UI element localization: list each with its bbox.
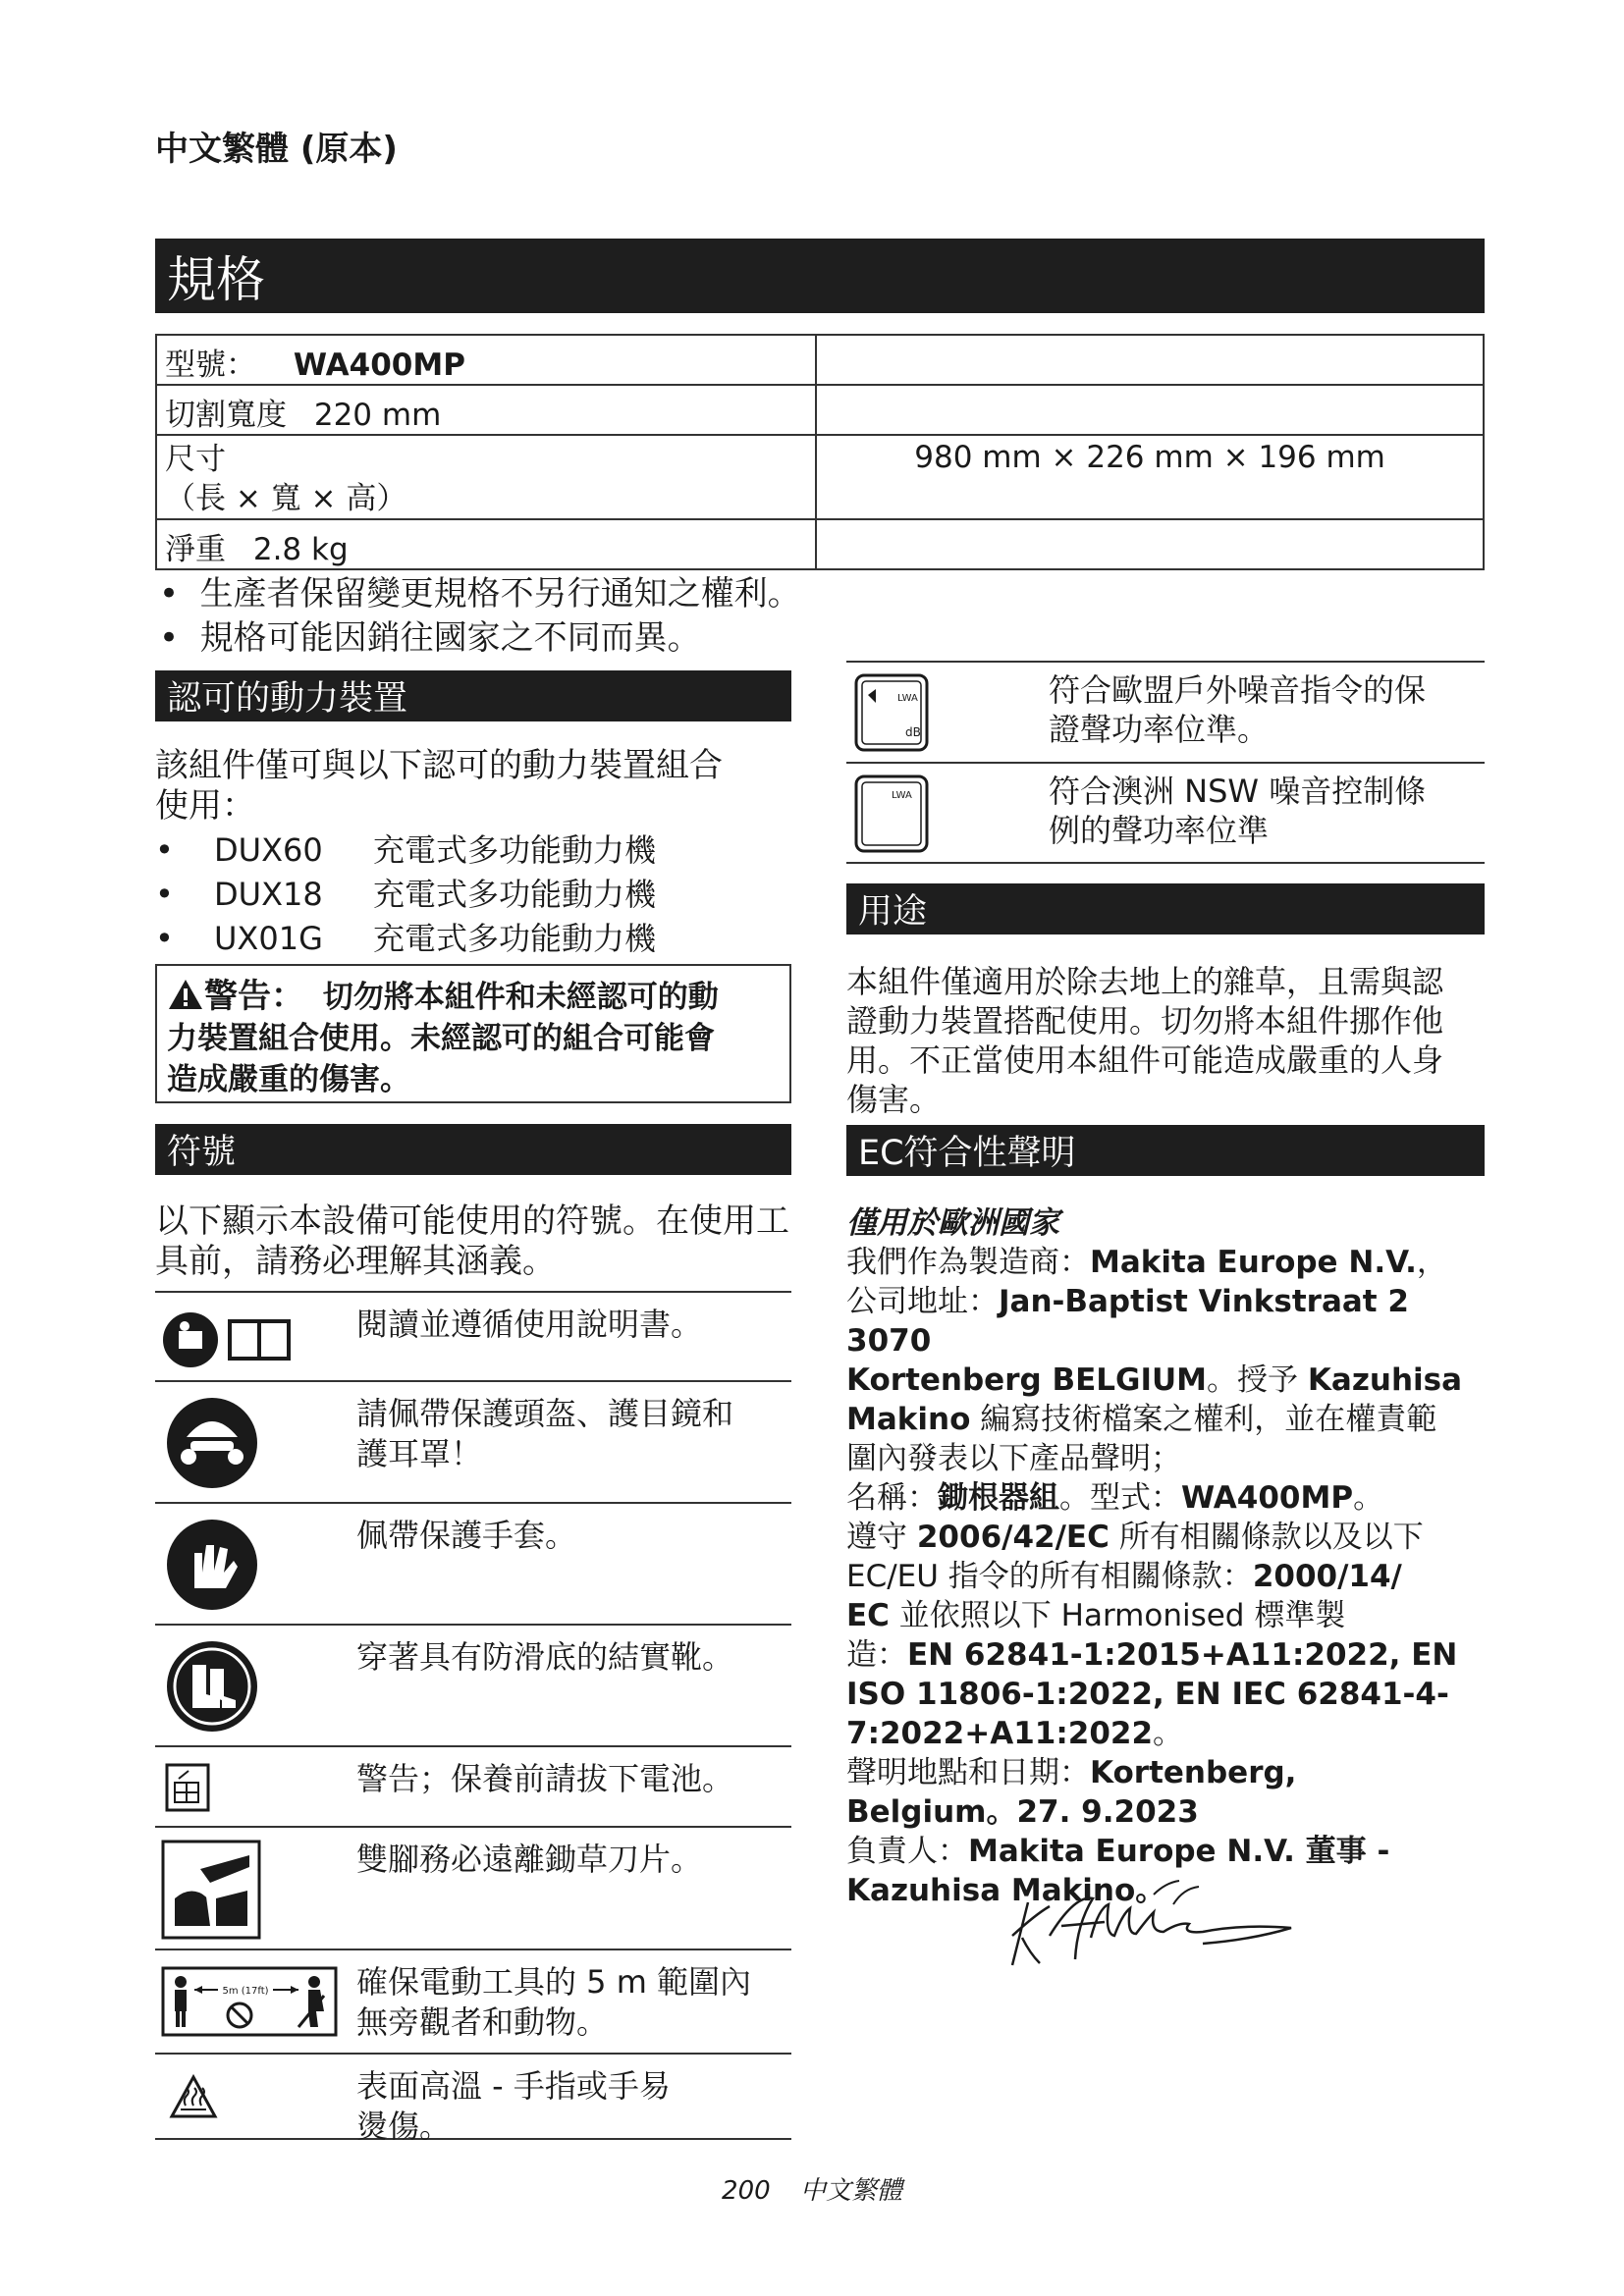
spec-cut-width-value: 220 mm: [313, 398, 442, 433]
intended-use-heading-bar: [846, 883, 1485, 934]
lwa-label: LWA: [897, 693, 918, 704]
spec-table: [155, 334, 1485, 570]
page-footer: [0, 2170, 1624, 2207]
list-item: • DUX18 充電式多功能動力機: [155, 876, 657, 913]
table-row: [155, 1626, 791, 1747]
warning-line2: 力裝置組合使用。未經認可的組合可能會: [167, 1021, 715, 1056]
warning-label: 警告：: [204, 977, 304, 1016]
hot-surface-icon: [169, 2074, 218, 2119]
signature-image: [1006, 1875, 1321, 1973]
table-row: [156, 519, 1484, 569]
distance-label: 5m (17ft): [222, 1986, 269, 1997]
spec-dimensions-value: 980 mm × 226 mm × 196 mm: [816, 435, 1484, 519]
spec-label-model: 型號：: [165, 347, 256, 383]
svg-text:dB: dB: [905, 725, 921, 739]
symbol-desc: 表面高溫 - 手指或手易 燙傷。: [356, 2067, 671, 2145]
power-units-heading-bar: [155, 670, 791, 721]
table-row: [155, 1504, 791, 1626]
power-units-heading: 認可的動力裝置: [167, 679, 408, 719]
helmet-goggles-earmuffs-icon: [165, 1396, 259, 1490]
table-row: [156, 385, 1484, 435]
list-item: • UX01G 充電式多功能動力機: [155, 920, 657, 957]
list-item: • 規格可能因銷往國家之不同而異。: [159, 618, 701, 658]
symbols-heading-bar: [155, 1124, 791, 1175]
lwa-label: LWA: [892, 790, 912, 801]
noise-desc: 符合歐盟戶外噪音指令的保 證聲功率位準。: [1049, 671, 1427, 748]
spec-notes: [159, 572, 801, 661]
ec-declaration-text: 僅用於歐洲國家 我們作為製造商：Makita Europe N.V.， 公司地址：Jan-Baptist Vinkstraat 2 3070 Kortenberg BELGIUM。授予 Kazuhisa Makino 編寫技術檔案之權利，並在權責範 圍內發表以下產品聲明； 名稱：鋤根器組。型式：WA400MP。 遵守 2006/42/EC 所有相關條款以及以下 EC/EU 指令的所有相關條款：2000/14/ EC 並依照以下 Harmonised 標準製 造：EN 62841-1:2015+A11:2022, EN ISO 11806-1:2022, EN IEC 62841-4- 7:2022+A11:2022。 聲明地點和日期：Kortenberg, Belgium。27. 9.2023 負責人：Makita Europe N.V. 董事 - Kazuhisa Makino。: [846, 1203, 1485, 1910]
remove-battery-icon: [165, 1763, 210, 1812]
spec-heading-bar: [155, 239, 1485, 313]
warning-box: [155, 964, 791, 1103]
symbol-desc: 確保電動工具的 5 m 範圍內 無旁觀者和動物。: [356, 1963, 752, 2041]
language-title: 中文繁體 (原本): [155, 130, 398, 169]
table-row: [155, 1382, 791, 1504]
spec-label-cut-width: 切割寬度: [165, 398, 287, 433]
boots-icon: [165, 1639, 259, 1734]
gloves-icon: [165, 1518, 259, 1612]
symbol-desc: 雙腳務必遠離鋤草刀片。: [356, 1841, 703, 1878]
noise-desc: 符合澳洲 NSW 噪音控制條 例的聲功率位準: [1049, 773, 1427, 849]
symbol-desc: 請佩帶保護頭盔、護目鏡和 護耳罩！: [356, 1395, 734, 1472]
power-units-intro: 該組件僅可與以下認可的動力裝置組合 使用：: [155, 746, 723, 826]
symbols-intro: 以下顯示本設備可能使用的符號。在使用工 具前，請務必理解其涵義。: [155, 1201, 789, 1281]
spec-heading: 規格: [167, 251, 265, 308]
table-row: [155, 1950, 791, 2055]
table-row: [156, 335, 1484, 385]
footer-language: 中文繁體: [799, 2176, 902, 2206]
spec-label-dimensions: 尺寸: [165, 442, 226, 477]
ec-heading: EC符合性聲明: [858, 1134, 1076, 1173]
nsw-noise-lwa-icon: [854, 774, 929, 853]
list-item: • 生產者保留變更規格不另行通知之權利。: [159, 574, 801, 614]
symbols-table: [155, 1291, 791, 2145]
spec-weight-value: 2.8 kg: [252, 532, 349, 567]
warning-line3: 造成嚴重的傷害。: [167, 1062, 410, 1097]
table-row: [155, 1828, 791, 1950]
symbol-desc: 閱讀並遵循使用說明書。: [356, 1306, 703, 1343]
spec-model-value: WA400MP: [293, 347, 465, 383]
symbols-heading: 符號: [167, 1133, 237, 1172]
ec-heading-bar: [846, 1125, 1485, 1176]
table-row: [155, 2055, 791, 2145]
list-item: • DUX60 充電式多功能動力機: [155, 831, 657, 869]
distance-5m-icon: [161, 1966, 338, 2037]
symbol-desc: 佩帶保護手套。: [356, 1517, 577, 1554]
table-row: [156, 435, 1484, 519]
noise-symbols-table: [846, 661, 1485, 864]
page-number: 200: [722, 2176, 771, 2206]
table-row: [846, 764, 1485, 864]
intended-use-heading: 用途: [858, 892, 928, 932]
power-units-list: [155, 828, 791, 961]
table-row: [155, 1747, 791, 1828]
warning-triangle-icon: [167, 978, 204, 1011]
symbol-desc: 穿著具有防滑底的結實靴。: [356, 1638, 734, 1676]
spec-label-dimensions-sub: （長 × 寬 × 高）: [165, 481, 407, 516]
ec-subheading: 僅用於歐洲國家: [846, 1205, 1059, 1241]
table-row: [846, 663, 1485, 764]
eu-noise-lwa-icon: [854, 673, 929, 752]
read-manual-icon: [161, 1309, 298, 1370]
symbol-desc: 警告；保養前請拔下電池。: [356, 1760, 734, 1797]
intended-use-text: 本組件僅適用於除去地上的雜草，且需與認 證動力裝置搭配使用。切勿將本組件挪作他 用。不正當使用本組件可能造成嚴重的人身 傷害。: [846, 963, 1444, 1118]
feet-away-blade-icon: [161, 1840, 261, 1940]
warning-line1: 切勿將本組件和未經認可的動: [322, 980, 719, 1015]
table-row: [155, 1293, 791, 1382]
spec-label-weight: 淨重: [165, 532, 226, 567]
